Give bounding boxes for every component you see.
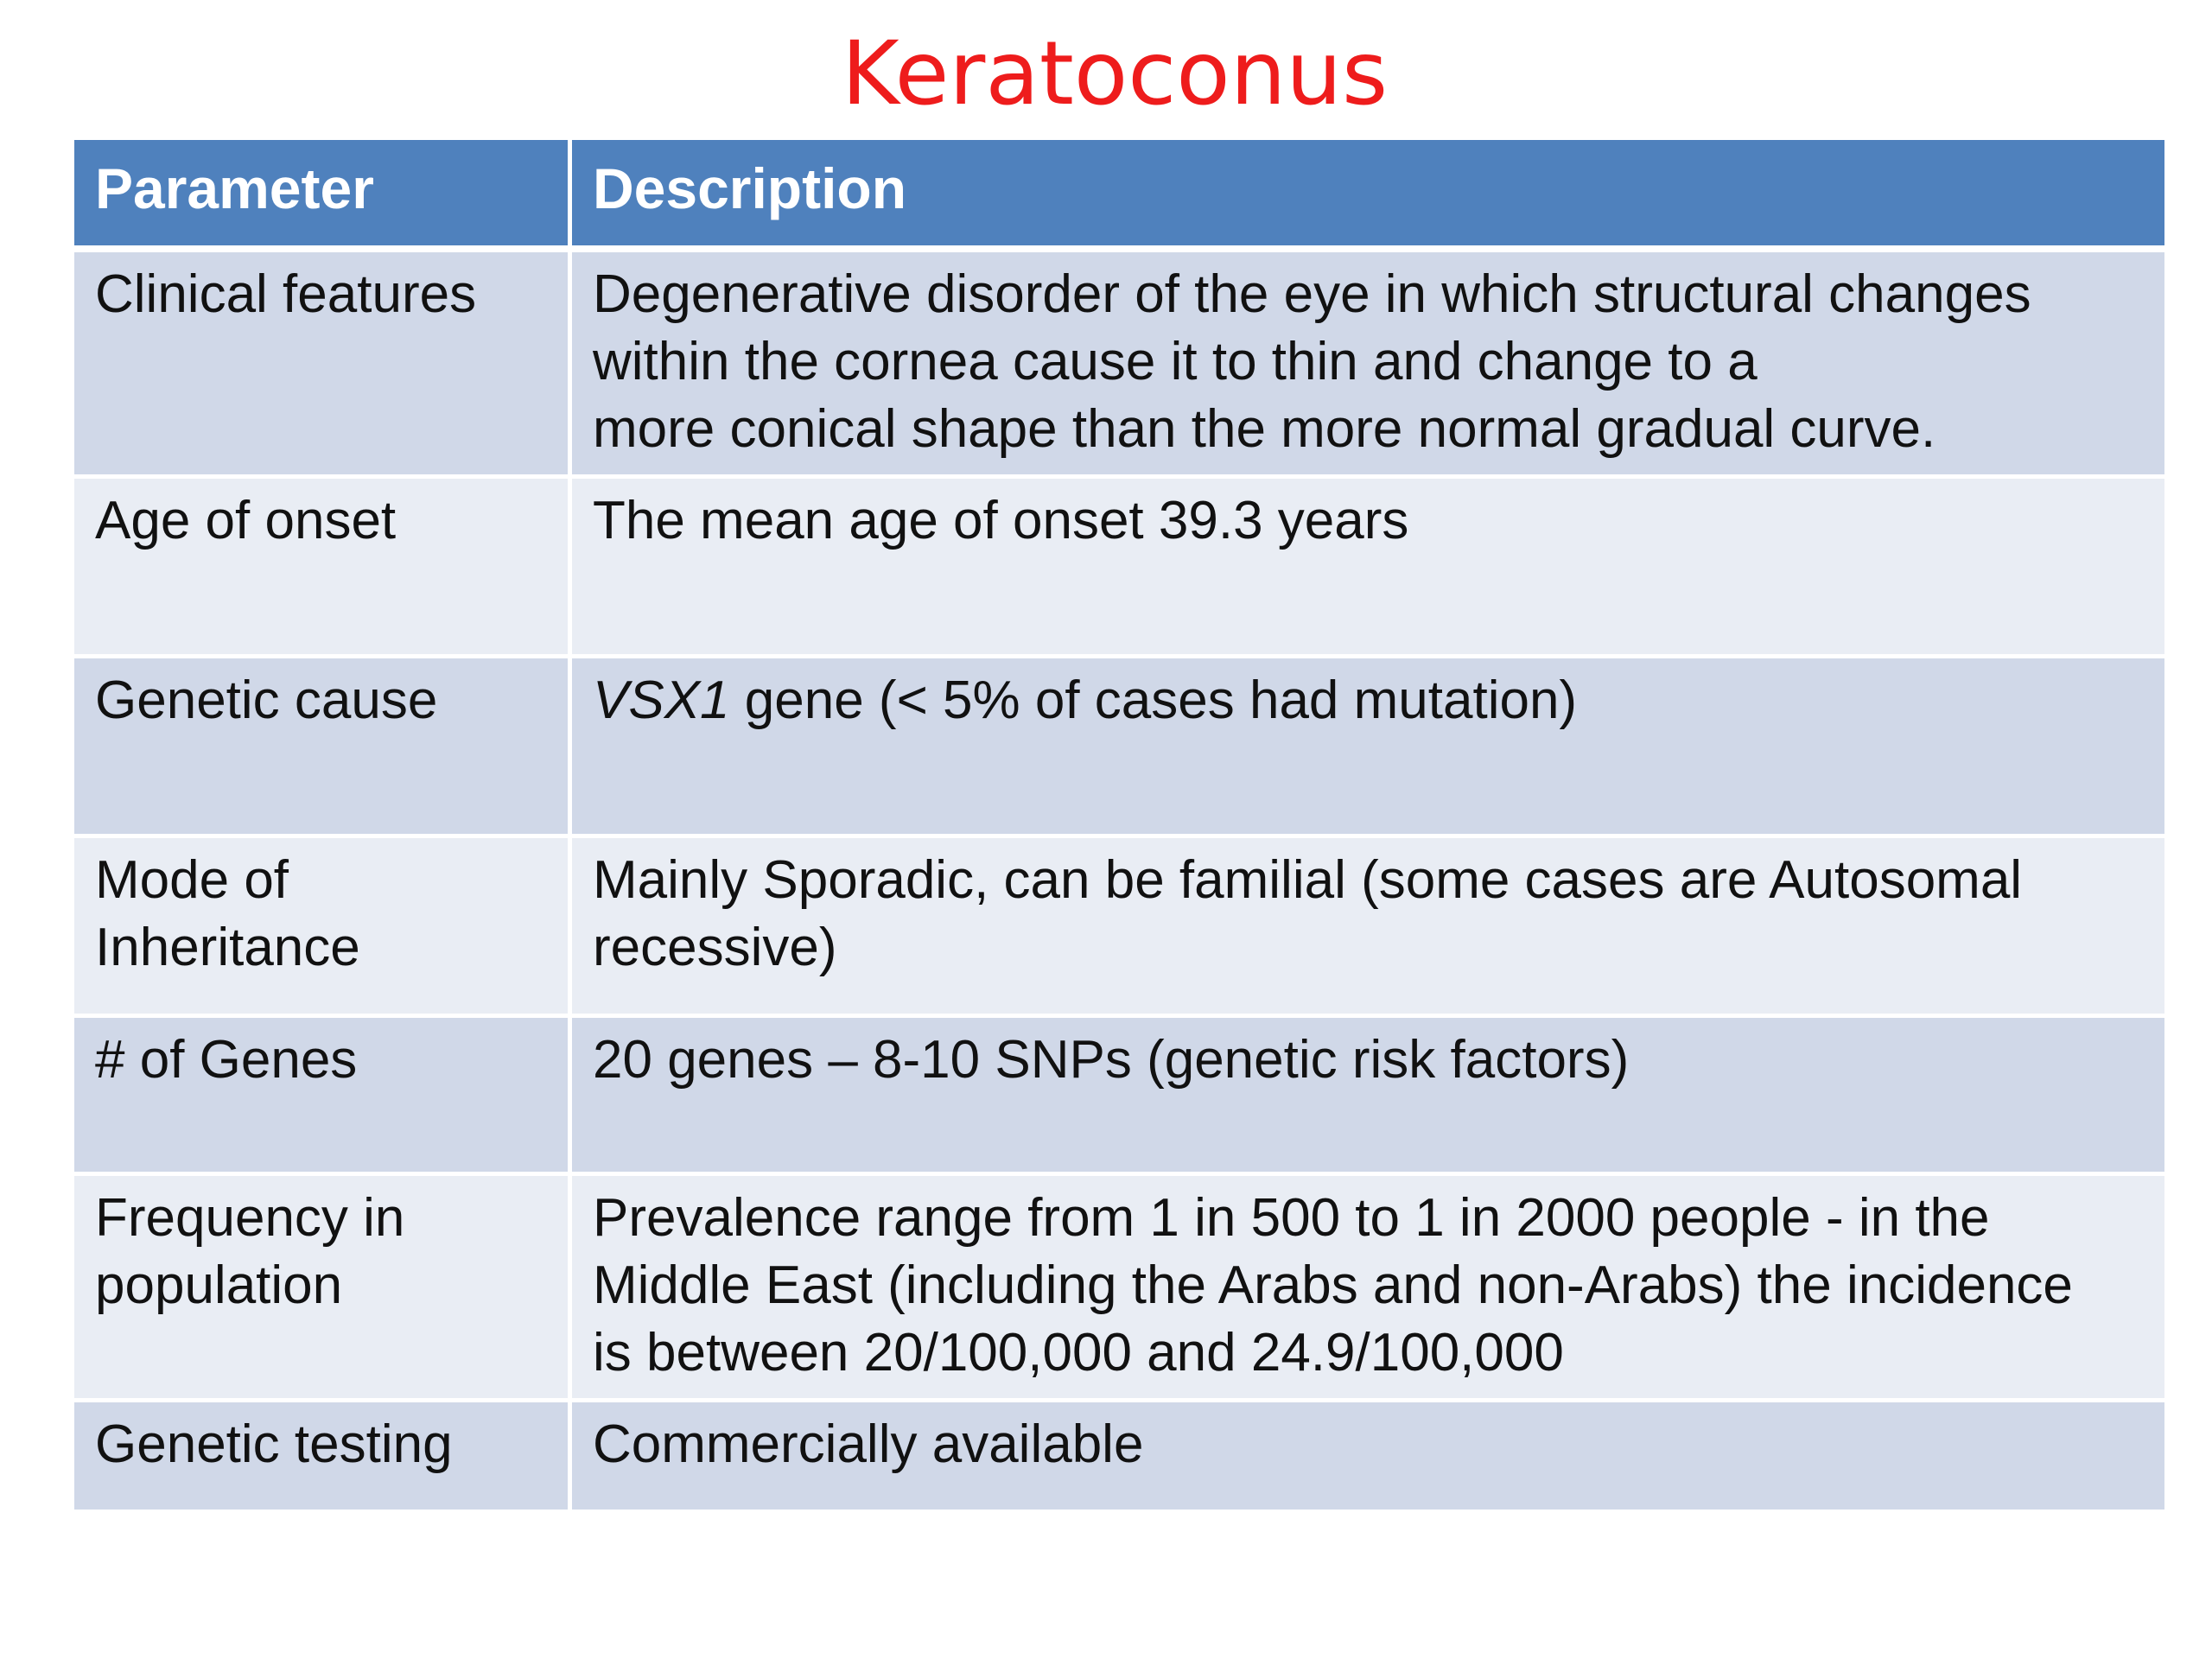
description-line: recessive) [593,918,837,977]
parameter-line: Inheritance [95,918,360,977]
cell-description: 20 genes – 8-10 SNPs (genetic risk factors) [570,1016,2167,1174]
description-line: within the cornea cause it to thin and change to a [593,332,1758,391]
table-row [73,477,2167,657]
table-row [73,657,2167,836]
description-line: more conical shape than the more normal gradual curve. [593,399,1936,459]
parameter-line: population [95,1255,343,1315]
table-row [73,1401,2167,1512]
gene-name: VSX1 [593,671,730,730]
cell-description [570,836,2167,1016]
cell-parameter: # of Genes [73,1016,570,1174]
table-header-row [73,138,2167,250]
cell-description [570,657,2167,836]
description-line: Degenerative disorder of the eye in which structural changes [593,264,2031,324]
header-description: Description [570,138,2167,250]
cell-description: Commercially available [570,1401,2167,1512]
cell-description: The mean age of onset 39.3 years [570,477,2167,657]
description-line: Prevalence range from 1 in 500 to 1 in 2000 people - in the [593,1188,1990,1248]
description-line: is between 20/100,000 and 24.9/100,000 [593,1323,1564,1382]
cell-parameter [73,1174,570,1401]
cell-parameter: Genetic cause [73,657,570,836]
cell-description [570,249,2167,477]
slide-title: Keratoconus [841,22,1389,125]
description-line: Mainly Sporadic, can be familial (some cases are Autosomal [593,850,2023,910]
cell-parameter: Genetic testing [73,1401,570,1512]
table-row [73,1174,2167,1401]
cell-parameter: Clinical features [73,249,570,477]
keratoconus-table [70,136,2169,1514]
header-parameter: Parameter [73,138,570,250]
cell-description [570,1174,2167,1401]
table-row [73,1016,2167,1174]
description-text: gene (< 5% of cases had mutation) [729,671,1578,730]
cell-parameter: Age of onset [73,477,570,657]
table-row [73,249,2167,477]
parameter-line: Mode of [95,850,289,910]
parameter-line: Frequency in [95,1188,405,1248]
table-row [73,836,2167,1016]
description-line: Middle East (including the Arabs and non-Arabs) the incidence [593,1255,2073,1315]
cell-parameter [73,836,570,1016]
